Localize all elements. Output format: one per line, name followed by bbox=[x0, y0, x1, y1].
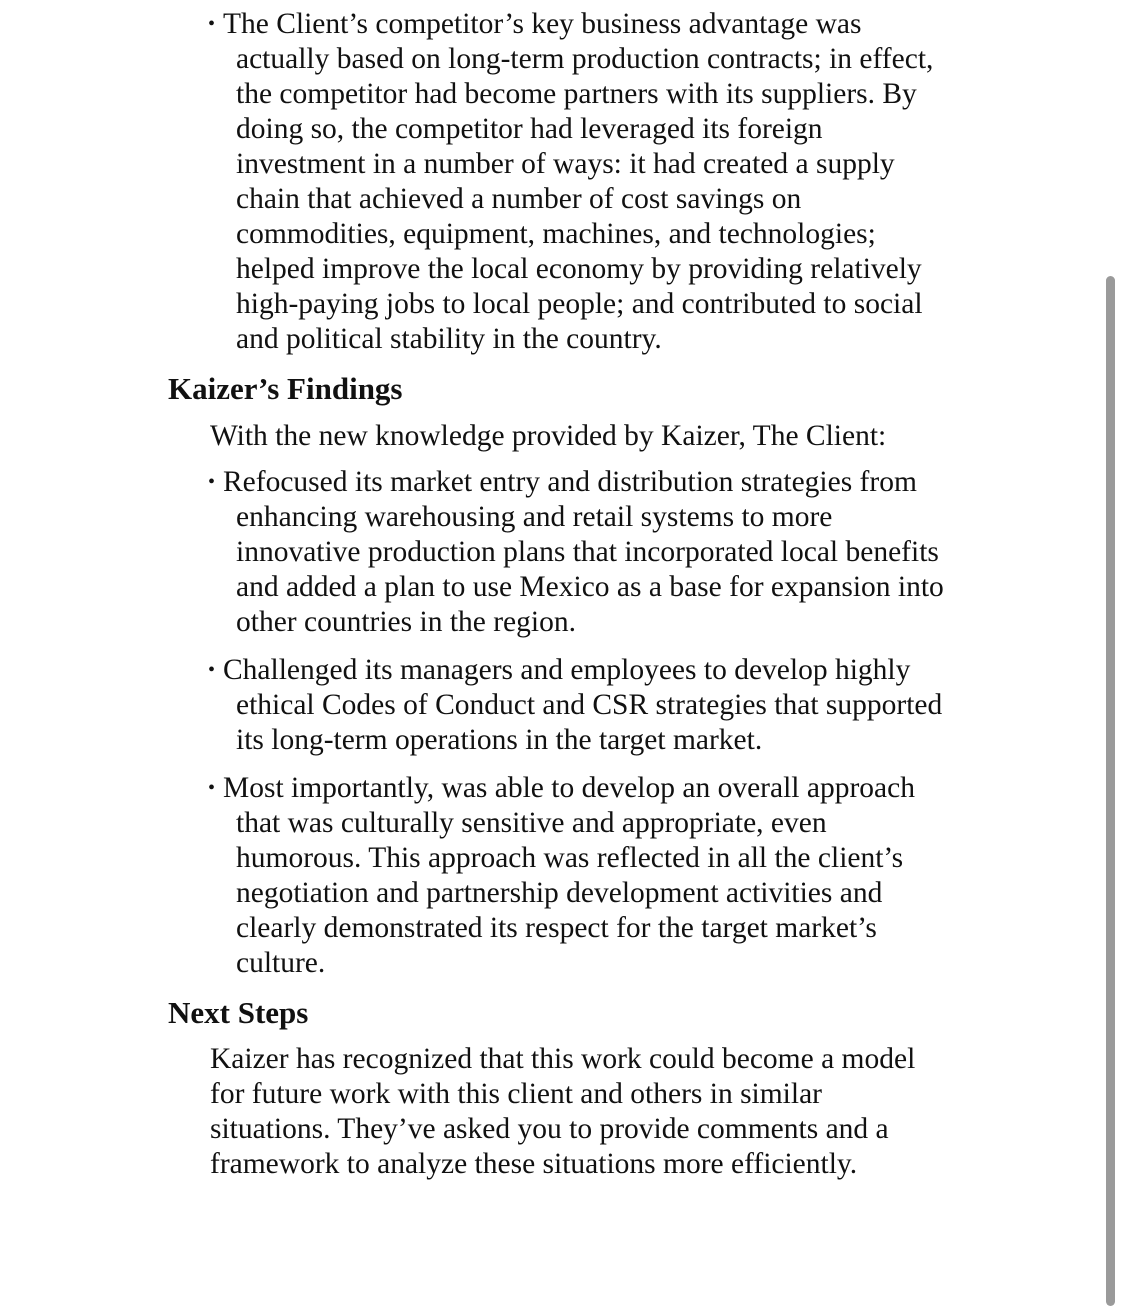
bullet-line: actually based on long-term production contracts; in effect, bbox=[236, 43, 934, 75]
bullet-line: investment in a number of ways: it had created a supply bbox=[236, 148, 895, 180]
bullet-line: doing so, the competitor had leveraged its foreign bbox=[236, 113, 823, 145]
paragraph-line: situations. They’ve asked you to provide comments and a bbox=[210, 1113, 889, 1145]
bullet-dot: • bbox=[208, 777, 216, 799]
bullet-dot: • bbox=[208, 659, 216, 681]
bullet-line: and added a plan to use Mexico as a base for expansion into bbox=[236, 571, 944, 603]
paragraph-line: for future work with this client and others in similar bbox=[210, 1078, 822, 1110]
bullet-line: high-paying jobs to local people; and contributed to social bbox=[236, 288, 923, 320]
bullet-line: helped improve the local economy by providing relatively bbox=[236, 253, 922, 285]
bullet-line: and political stability in the country. bbox=[236, 323, 662, 355]
bullet-dot: • bbox=[208, 13, 216, 35]
bullet-line: commodities, equipment, machines, and technologies; bbox=[236, 218, 876, 250]
paragraph-line: Kaizer has recognized that this work could become a model bbox=[210, 1043, 916, 1075]
findings-heading: Kaizer’s Findings bbox=[168, 371, 403, 406]
bullet-line: culture. bbox=[236, 947, 326, 979]
bullet-line: humorous. This approach was reflected in all the client’s bbox=[236, 842, 904, 874]
bullet-line: innovative production plans that incorporated local benefits bbox=[236, 536, 939, 568]
bullet-line: Most importantly, was able to develop an overall approach bbox=[223, 772, 915, 804]
next-steps-paragraph bbox=[210, 1042, 1000, 1182]
competitor-advantage-bullet bbox=[208, 7, 998, 357]
bullet-line: Refocused its market entry and distribution strategies from bbox=[223, 466, 917, 498]
bullet-line: clearly demonstrated its respect for the target market’s bbox=[236, 912, 877, 944]
paragraph-line: framework to analyze these situations more efficiently. bbox=[210, 1148, 858, 1180]
findings-bullet-refocused bbox=[208, 465, 998, 640]
intro-line: With the new knowledge provided by Kaizer, The Client: bbox=[210, 420, 887, 452]
next-steps-heading: Next Steps bbox=[168, 995, 309, 1030]
bullet-line: Challenged its managers and employees to develop highly bbox=[223, 654, 911, 686]
bullet-line: ethical Codes of Conduct and CSR strategies that supported bbox=[236, 689, 943, 721]
bullet-line: that was culturally sensitive and appropriate, even bbox=[236, 807, 827, 839]
vertical-scrollbar[interactable] bbox=[1106, 276, 1115, 1306]
bullet-line: its long-term operations in the target market. bbox=[236, 724, 763, 756]
bullet-dot: • bbox=[208, 471, 216, 493]
bullet-line: The Client’s competitor’s key business advantage was bbox=[223, 8, 862, 40]
bullet-line: other countries in the region. bbox=[236, 606, 576, 638]
bullet-line: the competitor had become partners with its suppliers. By bbox=[236, 78, 917, 110]
bullet-line: chain that achieved a number of cost savings on bbox=[236, 183, 802, 215]
bullet-line: enhancing warehousing and retail systems to more bbox=[236, 501, 833, 533]
findings-bullet-challenged bbox=[208, 653, 998, 758]
findings-intro bbox=[210, 419, 1000, 454]
bullet-line: negotiation and partnership development activities and bbox=[236, 877, 883, 909]
findings-bullet-approach bbox=[208, 771, 998, 981]
